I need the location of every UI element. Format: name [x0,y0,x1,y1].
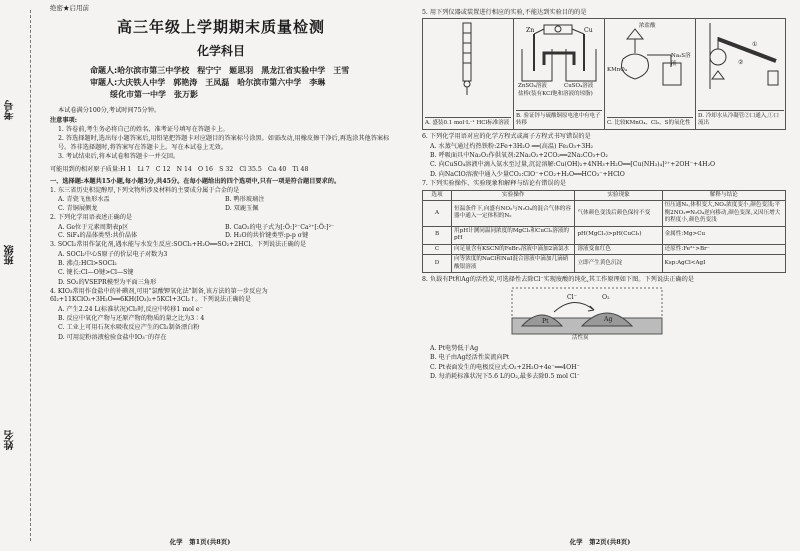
label-cuso4: CuSO₄溶液 [564,83,594,90]
q4-option-d: D. 可用淀粉溶液检验食盐中IO₃⁻的存在 [58,333,167,341]
q4-option-c: C. 工业上可用石灰水吸收反应产生的Cl₂制备漂白粉 [58,324,200,332]
authors-line-1: 命题人:哈尔滨市第三中学校 程宁宁 姬思羽 黑龙江省实验中学 王雪 [90,66,350,76]
label-o2: O₂ [602,293,610,301]
label-port-2: ② [738,59,744,67]
q7-header-option: 选项 [423,190,452,201]
q2-option-d: D. H₂O的共价键类型:p-p σ键 [225,231,309,239]
q7-table [422,190,786,274]
q7-cell: 金属性:Mg>Cu [662,226,785,244]
q5-figure [422,18,786,130]
label-class: 班级 [5,245,16,265]
authors-line-3: 绥化市第一中学 张万影 [110,90,198,100]
q7-cell: pH(MgCl₂)>pH(CuCl₂) [575,226,662,244]
q7-header-conclusion: 解释与结论 [662,190,785,201]
label-name: 姓名 [5,430,16,450]
authors-line-2: 审题人:大庆铁人中学 郭艳涛 王凤磊 哈尔滨市第六中学 李琳 [90,78,326,88]
q3-option-a: A. SOCl₂中心S原子的价层电子对数为3 [58,250,168,258]
label-cl-ion: Cl⁻ [567,293,577,301]
q8-figure [422,286,786,344]
q7-header-phenomenon: 实验现象 [575,190,662,201]
q7-cell: B [423,226,452,244]
activated-carbon-diagram [492,286,692,344]
label-zn: Zn [526,27,535,35]
question-7: 7. 下列实验操作、实验现象和解释与结论有错误的是 [422,180,566,188]
q7-cell: A [423,201,452,227]
table-row [423,201,786,227]
q7-cell: 恒压通N₂,体积变大,NO₂浓度变小,颜色变浅;平衡2NO₂⇌N₂O₄逆向移动,颜色变深,又因压增大的程度小,颜色仍变浅 [662,201,785,227]
binding-line [30,10,31,541]
q8-option-d: D. 每消耗标准状况下5.6 L的O₂,最多去除0.5 mol Cl⁻ [430,372,580,380]
q7-cell: 向等浓度的NaCl和NaI混合溶液中滴加几滴硝酸银溶液 [452,255,575,273]
score-line: 本试卷满分100分,考试时间75分钟。 [58,107,161,115]
question-5: 5. 用下列仪器或装置进行相应的实验,不能达到实验目的的是 [422,9,587,16]
q5-figure-a [423,19,514,129]
label-salt-bridge: 盐桥(装有KCl饱和溶液的琼脂) [518,91,593,98]
question-3: 3. SOCl₂常用作氯化剂,遇水能与水发生反应:SOCl₂+H₂O══SO₂+2HCl。下列说法正确的是 [50,241,307,249]
q5-figure-b [514,19,605,129]
notes-title: 注意事项: [50,116,78,124]
q1-option-c: C. 青铜展侧龙 [58,204,98,212]
q7-cell: Ksp:AgCl<AgI [662,255,785,273]
page-1-footer: 化学 第1页(共8页) [169,538,231,547]
q8-option-c: C. Pt表面发生的电极反应式:O₂+2H₂O+4e⁻══4OH⁻ [430,363,580,371]
q7-header-operation: 实验操作 [452,190,575,201]
question-2: 2. 下列化学用语表述正确的是 [50,214,133,222]
q2-option-a: A. Ge位于元素周期表p区 [58,223,129,231]
q2-option-b: B. CaO₂的电子式为[:Ö:]²⁻Ca²⁺[:Ö:]²⁻ [225,223,335,231]
question-1: 1. 东三省历史积淀醇厚,下列文物所涉及材料的主要成分属于合金的是 [50,187,240,195]
q1-option-a: A. 青瓷飞鱼形水盂 [58,196,110,204]
note-1: 1. 答卷前,考生务必将自己的姓名、准考证号填写在答题卡上。 [58,125,229,133]
q5-caption-d: D. 冷却水从冷凝管②口通入,①口流出 [698,110,784,128]
section-1-heading: 一、选择题:本题共15小题,每小题3分,共45分。在每小题给出的四个选项中,只有一项是符合题目要求的。 [50,177,341,185]
label-conc-hcl: 浓盐酸 [639,23,656,30]
table-row [423,255,786,273]
q5-caption-c: C. 比较KMnO₄、Cl₂、S的氧化性 [607,117,693,127]
q1-option-d: D. 双鹿玉佩 [225,204,259,212]
question-8: 8. 负载有Pt和Ag的活性炭,可选择性去除Cl⁻实现废酸的纯化,其工作原理如下图。下列说法正确的是 [422,276,694,284]
note-3: 3. 考试结束后,将本试卷和答题卡一并交回。 [58,153,180,160]
label-na2s: Na₂S溶液 [671,53,691,67]
label-kmno4: KMnO₄ [607,67,627,74]
q4-option-b: B. 反应中氧化产物与还原产物的物质的量之比为3∶4 [58,315,205,323]
q7-cell: 向足量含有KSCN的FeBr₂溶液中滴加2滴氯水 [452,244,575,255]
label-activated-carbon: 活性炭 [572,334,589,341]
burette-icon [423,19,513,99]
q5-figure-c [605,19,696,129]
question-6: 6. 下列化学用语对应的化学方程式或离子方程式书写错误的是 [422,133,591,141]
q5-caption-b: B. 验证锌与硫酸铜原电池中有电子转移 [516,110,602,128]
label-exam-number: 考号 [5,100,16,120]
q7-cell: 还原性:Fe²⁺>Br⁻ [662,244,785,255]
label-ag: Ag [604,315,613,323]
q7-cell: D [423,255,452,273]
q1-option-b: B. 鸭形玻璃注 [225,196,265,204]
q8-option-b: B. 电子由Ag经活性炭流向Pt [430,354,510,362]
page-title: 高三年级上学期期末质量检测 [116,17,325,36]
secret-mark: 绝密★启用前 [50,4,89,12]
table-row [423,226,786,244]
q6-option-d: D. 向NaClO溶液中通入少量CO₂:ClO⁻+CO₂+H₂O══HCO₃⁻+HClO [430,170,625,178]
q7-cell: C [423,244,452,255]
q6-option-a: A. 水蒸气通过灼热铁粉:2Fe+3H₂O ══(高温) Fe₂O₃+3H₂ [430,142,594,150]
q5-caption-a: A. 盛装0.1 mol·L⁻¹ HCl标准溶液 [425,117,511,127]
q5-figure-d [696,19,786,129]
atomic-masses: 可能用到的相对原子质量:H 1 Li 7 C 12 N 14 O 16 S 32 Cl 35.5 Ca 40 Ti 48 [50,166,309,174]
q4-option-a: A. 产生2.24 L(标准状况)Cl₂时,反应中转移1 mol e⁻ [58,305,203,313]
label-port-1: ① [752,41,758,49]
q7-cell: 恒温条件下,向盛有NO₂与N₂O₄的混合气体的容器中通入一定体积的N₂ [452,201,575,227]
question-4: 4. KIO₃常用作食盐中的补碘剂,可用"氯酸钾氧化法"制备,该方法的第一步反应为6I₂+11KClO₃+3H₂O══6KH(IO₃)₂+5KCl+3Cl₂↑。下列说法正确的是 [50,288,268,304]
q7-cell: 立即产生黄色沉淀 [575,255,662,273]
note-2: 2. 答选择题时,选出每小题答案后,用铅笔把答题卡对应题目的答案标号涂黑。如需改动,用橡皮擦干净后,再选涂其他答案标号。答非选择题时,将答案写在答题卡上。写在本试卷上无效。 [58,135,390,151]
table-row [423,244,786,255]
q7-cell: 溶液变血红色 [575,244,662,255]
q3-option-b: B. 沸点:HCl>SOCl₂ [58,259,117,267]
label-pt: Pt [542,317,549,325]
q7-cell: 气体颜色变浅后颜色保持不变 [575,201,662,227]
label-znso4: ZnSO₄溶液 [518,83,547,90]
subject-title: 化学科目 [196,44,245,59]
q3-option-c: C. 键长:Cl—O键>Cl—S键 [58,269,134,277]
label-cu: Cu [584,27,593,35]
q3-option-d: D. SO₂的VSEPR模型为平面三角形 [58,278,157,286]
q8-option-a: A. Pt电势低于Ag [430,344,479,352]
page-2 [400,0,800,551]
q7-cell: 用pH计测同温同浓度的MgCl₂和CuCl₂溶液的pH [452,226,575,244]
page-2-footer: 化学 第2页(共8页) [569,538,631,547]
q2-option-c: C. SiF₄的晶体类型:共价晶体 [58,231,138,239]
q6-option-b: B. 呼吸面具中Na₂O₂作供氧剂:2Na₂O₂+2CO₂══2Na₂CO₃+O₂ [430,152,608,160]
binding-margin [2,0,42,551]
q6-option-c: C. 向CuSO₄溶液中滴入氨水至过量,沉淀溶解:Cu(OH)₂+4NH₃+H₂O══[Cu(NH₃)₄]²⁺+2OH⁻+4H₂O [430,161,716,169]
